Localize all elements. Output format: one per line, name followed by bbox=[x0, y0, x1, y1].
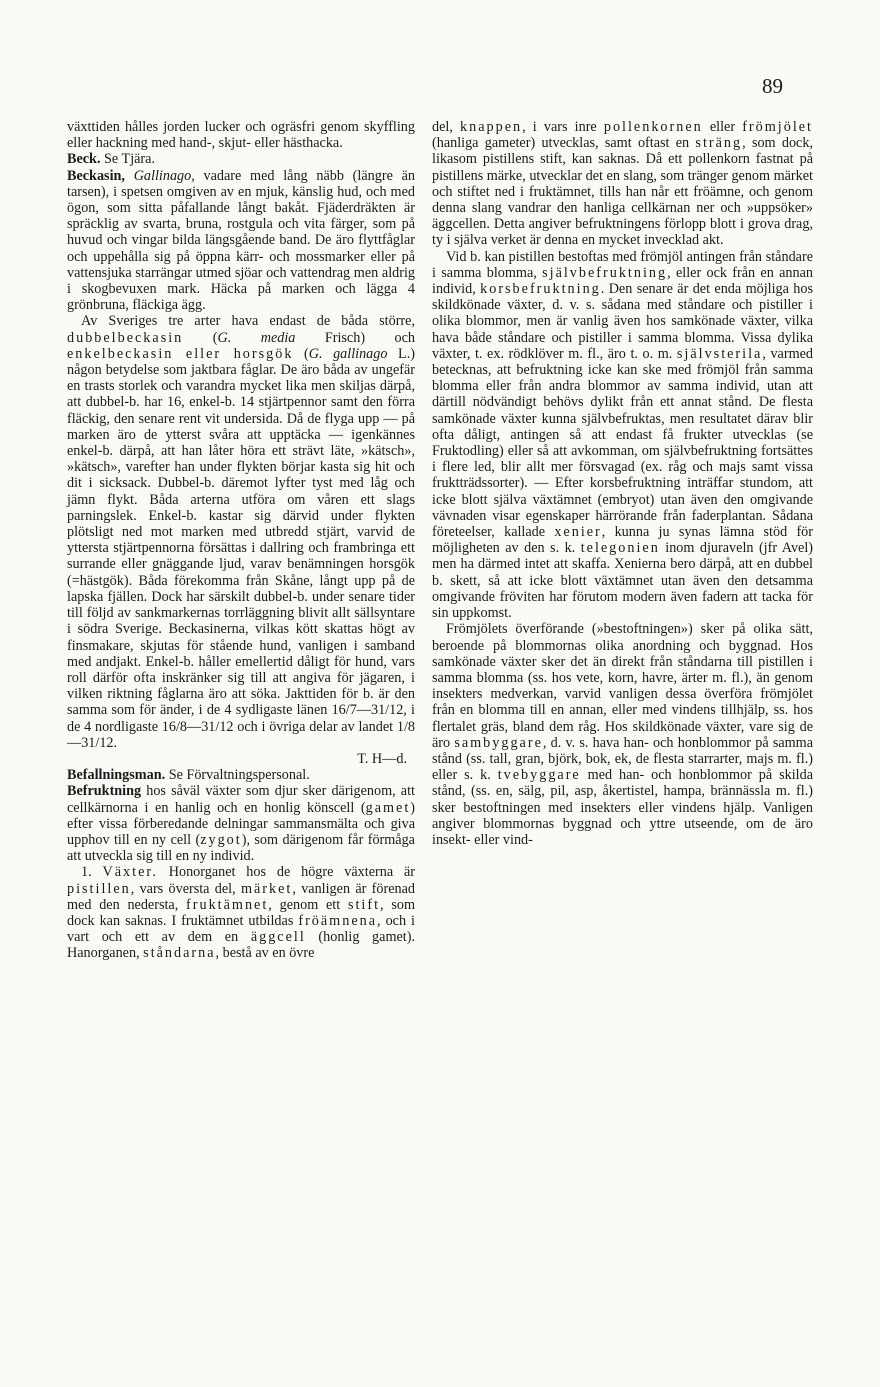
spaced-term: pistillen bbox=[67, 880, 131, 897]
spaced-term: telegonien bbox=[580, 540, 660, 557]
entry-text: vadare med lång näbb (längre än tarsen), i spetsen omgiven av en mjuk, känslig hud, och med ögon, som sitta påfallande långt bakåt. Fjäderdräkten är spräcklig av svarta, bruna, rostgula och vita färger, som på huvud och vingar bilda längsgående band. De äro flyttfåglar och uppehålla sig på öppna kärr- och mossmarker eller på vattensjuka starrängar utmed sjöar och vattendrag men aldrig i skogbevuxen mark. Häcka på marken och lägga 4 grönbruna, fläckiga ägg. bbox=[67, 167, 415, 314]
text: , genom ett bbox=[268, 896, 348, 913]
text: Vid b. kan pistillen bestoftas med frömjöl antingen från ståndare i samma blomma, bbox=[432, 248, 813, 281]
headword-befruktning: Befruktning bbox=[67, 783, 142, 800]
text: , varmed betecknas, att befruktning icke kan ske med frömjöl från samma blomma eller från andra blommor av samma individ, utan att därtill nödvändigt behövs dylikt från ett annat stånd. De flesta samkönade växter kunna självbefruktas, men resultatet därav blir ofta dåligt, antingen så att endast få frukter utvecklas (se Fruktodling) eller så att avkomman, om självbefruktning fortsättes i flere led, blir allt mer försvagad (ex. råg och majs samt vissa fruktträdssorter). — Efter korsbefruktning inträffar stundom, att icke blott själva växtämnet (embryot) utan även den omgivande vävnaden visar egenskaper härrörande från faderplantan. Sådana företeelser, kallade bbox=[432, 345, 814, 541]
text: (hanliga gameter) utvecklas, samt oftast en bbox=[432, 135, 696, 152]
spaced-term: xenier bbox=[554, 524, 602, 541]
page-number: 89 bbox=[762, 74, 783, 98]
spaced-term: pollenkornen bbox=[603, 119, 703, 135]
text: , som dock kan saknas. I fruktämnet utbildas bbox=[67, 896, 415, 929]
text: ), som därigenom får förmåga att utveckla sig till en ny individ. bbox=[67, 831, 415, 865]
spaced-term: korsbefruktning bbox=[480, 281, 601, 298]
text: eller bbox=[702, 119, 743, 135]
spaced-term: dubbelbeckasin bbox=[67, 329, 184, 346]
spaced-term: äggcell bbox=[250, 929, 306, 946]
paragraph-continued bbox=[432, 119, 813, 249]
text: , d. v. s. hava han- och honblommor på samma stånd (ss. tall, gran, björk, bok, ek, de flesta starrarter, majs m. fl.) eller s. k. bbox=[432, 734, 814, 784]
right-column bbox=[432, 119, 813, 848]
text: ) efter vissa förberedande delningar sammansmälta och giva upphov till en ny cell ( bbox=[67, 799, 415, 848]
spaced-term: fruktämnet bbox=[186, 896, 269, 913]
text: Av Sveriges tre arter hava endast de båda större, bbox=[81, 313, 415, 330]
paragraph-vid bbox=[432, 249, 813, 622]
text: , i vars inre bbox=[522, 119, 604, 135]
paragraph-vaxttiden: växttiden hålles jorden lucker och ogräsfri genom skyffling eller hackning med hand-, skjut- eller hästhacka. bbox=[67, 119, 415, 152]
text: , och i vart och ett av dem en bbox=[67, 912, 415, 946]
entry-text: Se Förvaltningspersonal. bbox=[165, 767, 310, 784]
paragraph-arter bbox=[67, 313, 415, 750]
text: 1. bbox=[81, 864, 103, 881]
spaced-term: självbefruktning bbox=[542, 264, 668, 281]
paragraph-vaxter bbox=[67, 864, 415, 961]
text: ( bbox=[293, 345, 309, 362]
author-signature: T. H—d. bbox=[357, 750, 407, 767]
text: ( bbox=[183, 329, 218, 346]
text: inom djuraveln (jfr Avel) men ha därmed intet att skaffa. Xenierna bero därpå, att en dubbel b. skett, så att icke blott växtämnet utan även den detsamma omgivande fröviten har förutom modern även fadern att tacka för sin uppkomst. bbox=[432, 540, 813, 622]
spaced-term: sträng bbox=[695, 135, 743, 152]
spaced-term: gamet bbox=[365, 799, 411, 816]
spaced-term: sambyggare bbox=[454, 734, 543, 751]
text: L.) någon betydelse som jaktbara fåglar. De äro båda av ungefär en trasts storlek och varandra mycket lika men skiljas därpå, att dubbel-b. har 16, enkel-b. 14 stjärtpennor samt den förra fläckig, den senare rent vit undersida. Då de flyga upp — på marken äro de ytterst svåra att upptäcka — igenkännes enkel-b. därpå, att han låter höra ett strävt läte, »kätsch», »kätsch», varefter han under flykten börjar kasta sig hit och dit i sicksack. Dubbel-b. däremot lyfter tyst med låg och jämn flykt. Båda arterna utföra om våren ett slags parningslek. Enkel-b. kastar sig därvid under flykten plötsligt ned mot marken med utbredd stjärt, varvid de yttersta stjärtpennorna försättas i dallring och frambringa ett surrande eller gnäggande ljud, varav benämningen horsgök (=hästgök). Båda förekomma från Skåne, långt upp på de lapska fjällen. Dock har särskilt dubbel-b. under senare tider till följd av sankmarkernas torrläggning blivit allt sällsyntare i södra Sverige. Beckasinerna, vilkas kött skattas högt av finsmakare, skjutas för stående hund, vanligen i samband med andjakt. Enkel-b. håller emellertid dåligt för hund, vars roll därför ofta inskränker sig till att angiva för jägaren, i vilken riktning fåglarna äro att söka. Jakttiden för b. är den samma som för änder, i de 4 sydligaste länen 16/7—31/12, i de 4 nordligaste 16/8—31/12 och i övriga delar av landet 1/8—31/12. bbox=[67, 345, 415, 751]
text: . Den senare är det enda möjliga hos skildkönade växter, d. v. s. sådana med ståndare och pistiller i olika blommor, men är vanlig även hos samkönade växter, vilka hava både ståndare och pistiller i samma blomma. Vissa dylika växter, t. ex. rödklöver m. fl., äro t. o. m. bbox=[432, 281, 813, 362]
entry-befallningsman bbox=[67, 767, 415, 783]
spaced-term: självsterila bbox=[676, 345, 763, 362]
headword-befallningsman: Befallningsman. bbox=[67, 767, 166, 784]
paragraph-fromjol bbox=[432, 621, 813, 848]
headword-beckasin: Beckasin, bbox=[67, 167, 125, 184]
headword-beck: Beck. bbox=[67, 151, 101, 168]
text: Frisch) och bbox=[295, 329, 415, 346]
text: , kunna ju synas lämna stöd för möjligheten av den s. k. bbox=[432, 524, 813, 557]
spaced-term: märket bbox=[240, 880, 293, 897]
text: (honlig gamet). Hanorganen, bbox=[67, 929, 415, 962]
text: med han- och honblommor på skilda stånd, (ss. en, sälg, pil, asp, åkertistel, hampa, brännässla m. fl.) sker bestoftningen med insekters eller vindens hjälp. Vanligen angiver blommornas byggnad och yttre utseende, om de äro insekt- eller vind- bbox=[432, 767, 813, 848]
text: , bestå av en övre bbox=[215, 945, 315, 962]
spaced-term: frömjölet bbox=[742, 119, 813, 135]
entry-text: Se Tjära. bbox=[100, 151, 155, 168]
text: Frömjölets överförande (»bestoftningen») sker på olika sätt, beroende på blommornas olika anordning och byggnad. Hos samkönade växter sker det än direkt från ståndarna till pistillen i samma blomma (ss. hos vete, korn, havre, ärter m. fl.), än genom insekters medverkan, varvid vanligen dessa överföra frömjölet från en blomma till en annan, eller med vindens tillhjälp, ss. hos flertalet gräs, bland dem råg. Hos skildkönade växter, vare sig de äro bbox=[432, 621, 813, 751]
entry-befruktning bbox=[67, 783, 415, 864]
spaced-term: Växter. bbox=[102, 864, 158, 881]
spaced-term: enkelbeckasin eller horsgök bbox=[67, 345, 294, 362]
text: Honorganet hos de högre växterna är bbox=[157, 864, 415, 881]
text: del, bbox=[432, 119, 461, 135]
spaced-term: zygot bbox=[200, 831, 242, 848]
latin-name: G. gallinago bbox=[308, 345, 388, 362]
text: hos såväl växter som djur sker därigenom, att cellkärnorna i en hanlig och en honlig könscell ( bbox=[67, 783, 415, 816]
spaced-term: ståndarna bbox=[143, 945, 216, 962]
spaced-term: tvebyggare bbox=[497, 767, 581, 784]
left-column bbox=[67, 119, 415, 962]
spaced-term: knappen bbox=[460, 119, 523, 135]
text: , vars översta del, bbox=[130, 880, 241, 897]
entry-beckasin bbox=[67, 168, 415, 314]
text: , eller ock från en annan individ, bbox=[432, 264, 813, 298]
latin-name: Gallinago, bbox=[133, 167, 195, 184]
entry-beck bbox=[67, 151, 415, 167]
latin-name: G. media bbox=[217, 329, 296, 346]
text: , vanligen är förenad med den nedersta, bbox=[67, 880, 415, 913]
spaced-term: fröämnena bbox=[298, 912, 378, 929]
spaced-term: stift bbox=[347, 896, 381, 913]
text: , som dock, likasom pistillens stift, kan saknas. Då ett pollenkorn fastnat på pistillens märke, utvecklar det en slang, som tränger genom märket och stiftet ned i fruktämnet, tills han når ett fröämne, och genom denna slang vandrar den hanliga cellkärnan ner och »uppsöker» äggcellen. Detta angiver befruktningens förlopp blott i grova drag, ty i själva verket är denna en mycket invecklad akt. bbox=[432, 135, 813, 249]
